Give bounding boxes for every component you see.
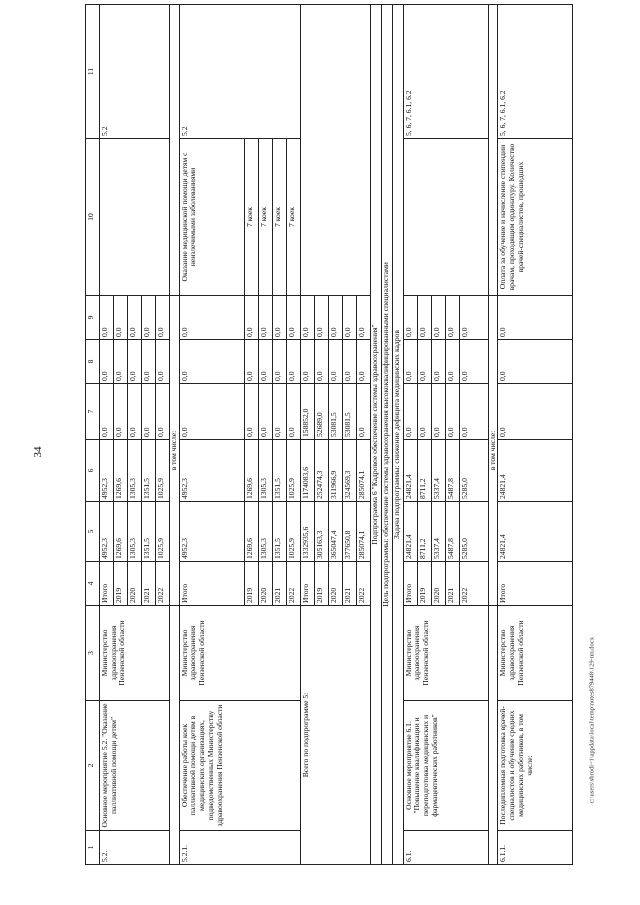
indicator-value: 7 коек xyxy=(244,139,258,296)
value-cell: 0,0 xyxy=(128,296,142,340)
value-cell: 0,0 xyxy=(356,384,370,440)
indicator-title: Оказание медицинской помощи детям с неизлечимыми заболеваниями xyxy=(179,139,244,296)
value-cell: 377650,8 xyxy=(342,502,356,562)
value-cell: 53081,5 xyxy=(342,384,356,440)
value-cell: 5337,4 xyxy=(431,440,445,502)
footer-file-path: c:\users\sbrodi~1\appdata\local\temp\notes879448\129-пп.docx xyxy=(588,637,596,803)
executor: Министерство здравоохранения Пензенской области xyxy=(403,606,488,701)
value-cell: 1025,9 xyxy=(156,440,170,502)
executor: Министерство здравоохранения Пензенской области xyxy=(100,606,170,701)
value-cell: 0,0 xyxy=(356,340,370,384)
value-cell: 0,0 xyxy=(314,340,328,384)
value-cell: 324569,3 xyxy=(342,440,356,502)
value-cell: 0,0 xyxy=(156,296,170,340)
empty-cell xyxy=(170,5,180,296)
value-cell: 0,0 xyxy=(142,296,156,340)
subprogram-title: Подпрограмма 6 "Кадровое обеспечение системы здравоохранения" xyxy=(370,5,381,865)
value-cell: 0,0 xyxy=(272,296,286,340)
event-name: Основное мероприятие 6.1. "Повышение квалификации и переподготовка медицинских и фармацевтических работников" xyxy=(403,701,488,831)
table-row xyxy=(403,5,417,865)
value-cell: 53081,5 xyxy=(328,384,342,440)
value-cell: 0,0 xyxy=(445,340,459,384)
row-number: 6.1. xyxy=(403,831,488,865)
indicator-title: Оплата за обучение и начисление стипендии врачам, проходящим ординатуру. Количество врачей-специалистов, прошедших xyxy=(498,139,573,296)
value-cell: 1351,5 xyxy=(272,440,286,502)
indicator-value: 7 коек xyxy=(258,139,272,296)
value-cell: 0,0 xyxy=(498,340,573,384)
col-header-8: 8 xyxy=(86,340,100,384)
year-cell: Итого xyxy=(179,562,244,606)
value-cell: 0,0 xyxy=(286,384,300,440)
program-table xyxy=(85,4,573,865)
value-cell: 0,0 xyxy=(300,296,314,340)
table-row xyxy=(170,5,180,865)
value-cell: 0,0 xyxy=(272,384,286,440)
col-header-1: 1 xyxy=(86,831,100,865)
year-cell: 2021 xyxy=(142,562,156,606)
year-cell: 2019 xyxy=(114,562,128,606)
year-cell: 2022 xyxy=(286,562,300,606)
value-cell: 0,0 xyxy=(244,384,258,440)
year-cell: 2020 xyxy=(258,562,272,606)
value-cell: 0,0 xyxy=(328,296,342,340)
indicator-cell xyxy=(100,139,170,296)
year-cell: 2021 xyxy=(445,562,459,606)
value-cell: 0,0 xyxy=(179,384,244,440)
table-row xyxy=(179,5,244,865)
value-cell: 4952,3 xyxy=(100,502,114,562)
value-cell: 0,0 xyxy=(417,384,431,440)
value-cell: 0,0 xyxy=(258,384,272,440)
value-cell: 0,0 xyxy=(258,340,272,384)
value-cell: 4952,3 xyxy=(100,440,114,502)
value-cell: 0,0 xyxy=(179,340,244,384)
year-cell: Итого xyxy=(100,562,114,606)
value-cell: 0,0 xyxy=(244,296,258,340)
value-cell: 0,0 xyxy=(459,384,488,440)
value-cell: 5337,4 xyxy=(431,502,445,562)
value-cell: 0,0 xyxy=(403,384,417,440)
value-cell: 1351,5 xyxy=(272,502,286,562)
value-cell: 5487,8 xyxy=(445,502,459,562)
executor: Министерство здравоохранения Пензенской области xyxy=(498,606,573,701)
value-cell: 0,0 xyxy=(258,296,272,340)
value-cell: 0,0 xyxy=(156,384,170,440)
value-cell: 0,0 xyxy=(286,296,300,340)
value-cell: 5487,8 xyxy=(445,440,459,502)
value-cell: 0,0 xyxy=(100,340,114,384)
value-cell: 285074,1 xyxy=(356,502,370,562)
value-cell: 0,0 xyxy=(100,384,114,440)
empty-cell xyxy=(300,5,370,296)
col-header-2: 2 xyxy=(86,701,100,831)
value-cell: 0,0 xyxy=(179,296,244,340)
row-number: 5.2. xyxy=(100,831,170,865)
value-cell: 52689,0 xyxy=(314,384,328,440)
year-cell: 2019 xyxy=(244,562,258,606)
value-cell: 1305,3 xyxy=(258,440,272,502)
year-cell: 2022 xyxy=(356,562,370,606)
value-cell: 24821,4 xyxy=(498,502,573,562)
value-cell: 1305,3 xyxy=(258,502,272,562)
value-cell: 0,0 xyxy=(403,340,417,384)
value-cell: 8711,2 xyxy=(417,502,431,562)
value-cell: 0,0 xyxy=(328,340,342,384)
value-cell: 305163,3 xyxy=(314,502,328,562)
executor: Министерство здравоохранения Пензенской области xyxy=(179,606,300,701)
target-ref: 5.2 xyxy=(179,5,300,139)
target-ref: 5.2 xyxy=(100,5,170,139)
value-cell: 1305,3 xyxy=(128,440,142,502)
year-cell: 2022 xyxy=(459,562,488,606)
section-row xyxy=(370,5,381,865)
value-cell: 0,0 xyxy=(403,296,417,340)
value-cell: 5285,0 xyxy=(459,502,488,562)
year-cell: 2022 xyxy=(156,562,170,606)
value-cell: 1025,9 xyxy=(286,502,300,562)
indicator-cell xyxy=(403,139,488,296)
value-cell: 1351,5 xyxy=(142,502,156,562)
table-row xyxy=(300,5,314,865)
event-name: Обеспечение работы коек паллиативной помощи детям в медицинских организациях, подведомственных Министерству здравоохранения Пензенской области xyxy=(179,701,300,831)
value-cell: 0,0 xyxy=(431,340,445,384)
value-cell: 1269,6 xyxy=(114,440,128,502)
year-cell: 2019 xyxy=(417,562,431,606)
value-cell: 0,0 xyxy=(114,384,128,440)
subprogram-task: Задача подпрограммы: снижение дефицита медицинских кадров xyxy=(392,5,403,865)
year-cell: Итого xyxy=(300,562,314,606)
value-cell: 24821,4 xyxy=(498,440,573,502)
value-cell: 1269,6 xyxy=(244,440,258,502)
value-cell: 1269,6 xyxy=(114,502,128,562)
value-cell: 0,0 xyxy=(114,296,128,340)
value-cell: 4952,3 xyxy=(179,440,244,502)
value-cell: 1269,6 xyxy=(244,502,258,562)
value-cell: 1174083,6 xyxy=(300,440,314,502)
table-row xyxy=(100,5,114,865)
value-cell: 365047,4 xyxy=(328,502,342,562)
year-cell: 2020 xyxy=(328,562,342,606)
value-cell: 0,0 xyxy=(142,340,156,384)
value-cell: 1025,9 xyxy=(156,502,170,562)
col-header-4: 4 xyxy=(86,562,100,606)
subtotal-label: Всего по подпрограмме 5: xyxy=(300,606,370,865)
value-cell: 285074,1 xyxy=(356,440,370,502)
value-cell: 0,0 xyxy=(244,340,258,384)
year-cell: 2021 xyxy=(342,562,356,606)
indicator-value: 7 коек xyxy=(286,139,300,296)
section-row xyxy=(392,5,403,865)
year-cell: 2021 xyxy=(272,562,286,606)
empty-cell xyxy=(488,5,498,296)
value-cell: 0,0 xyxy=(356,296,370,340)
value-cell: 4952,3 xyxy=(179,502,244,562)
col-header-9: 9 xyxy=(86,296,100,340)
table-row xyxy=(488,5,498,865)
value-cell: 0,0 xyxy=(445,296,459,340)
section-row xyxy=(381,5,392,865)
target-ref: 5, 6, 7, 6.1, 6.2 xyxy=(498,5,573,139)
value-cell: 311966,9 xyxy=(328,440,342,502)
value-cell: 158852,0 xyxy=(300,384,314,440)
empty-cell xyxy=(170,606,180,865)
value-cell: 0,0 xyxy=(417,340,431,384)
value-cell: 0,0 xyxy=(272,340,286,384)
value-cell: 0,0 xyxy=(498,296,573,340)
row-number: 5.2.1. xyxy=(179,831,300,865)
value-cell: 24821,4 xyxy=(403,502,417,562)
value-cell: 5285,0 xyxy=(459,440,488,502)
year-cell: Итого xyxy=(403,562,417,606)
value-cell: 0,0 xyxy=(156,340,170,384)
in-that-note: в том числе: xyxy=(488,296,498,606)
value-cell: 8711,2 xyxy=(417,440,431,502)
value-cell: 0,0 xyxy=(431,384,445,440)
value-cell: 0,0 xyxy=(286,340,300,384)
value-cell: 0,0 xyxy=(417,296,431,340)
empty-cell xyxy=(488,606,498,865)
year-cell: 2020 xyxy=(431,562,445,606)
subprogram-goal: Цель подпрограммы: обеспечение системы здравоохранения высококвалифицированными специалистами xyxy=(381,5,392,865)
page-number: 34 xyxy=(32,446,44,458)
table-row xyxy=(498,5,573,865)
target-ref: 5, 6, 7, 6.1, 6.2 xyxy=(403,5,488,139)
value-cell: 0,0 xyxy=(128,384,142,440)
column-number-row xyxy=(86,5,100,865)
indicator-value: 7 коек xyxy=(272,139,286,296)
value-cell: 0,0 xyxy=(342,340,356,384)
year-cell: Итого xyxy=(498,562,573,606)
value-cell: 1351,5 xyxy=(142,440,156,502)
value-cell: 0,0 xyxy=(431,296,445,340)
col-header-6: 6 xyxy=(86,440,100,502)
value-cell: 0,0 xyxy=(100,296,114,340)
value-cell: 0,0 xyxy=(128,340,142,384)
value-cell: 1305,3 xyxy=(128,502,142,562)
value-cell: 0,0 xyxy=(459,296,488,340)
col-header-3: 3 xyxy=(86,606,100,701)
year-cell: 2019 xyxy=(314,562,328,606)
value-cell: 0,0 xyxy=(314,296,328,340)
value-cell: 1332935,6 xyxy=(300,502,314,562)
col-header-11: 11 xyxy=(86,5,100,139)
col-header-5: 5 xyxy=(86,502,100,562)
value-cell: 0,0 xyxy=(498,384,573,440)
row-number: 6.1.1. xyxy=(498,831,573,865)
value-cell: 24821,4 xyxy=(403,440,417,502)
value-cell: 0,0 xyxy=(445,384,459,440)
in-that-note: в том числе: xyxy=(170,296,180,606)
value-cell: 0,0 xyxy=(300,340,314,384)
rotated-page-content xyxy=(85,5,615,865)
value-cell: 0,0 xyxy=(142,384,156,440)
value-cell: 0,0 xyxy=(114,340,128,384)
value-cell: 0,0 xyxy=(342,296,356,340)
value-cell: 252474,3 xyxy=(314,440,328,502)
col-header-7: 7 xyxy=(86,384,100,440)
year-cell: 2020 xyxy=(128,562,142,606)
col-header-10: 10 xyxy=(86,139,100,296)
event-name: Последипломная подготовка врачей-специалистов и обучение средних медицинских работников, в том числе: xyxy=(498,701,573,831)
event-name: Основное мероприятие 5.2. "Оказание паллиативной помощи детям" xyxy=(100,701,170,831)
value-cell: 1025,9 xyxy=(286,440,300,502)
value-cell: 0,0 xyxy=(459,340,488,384)
